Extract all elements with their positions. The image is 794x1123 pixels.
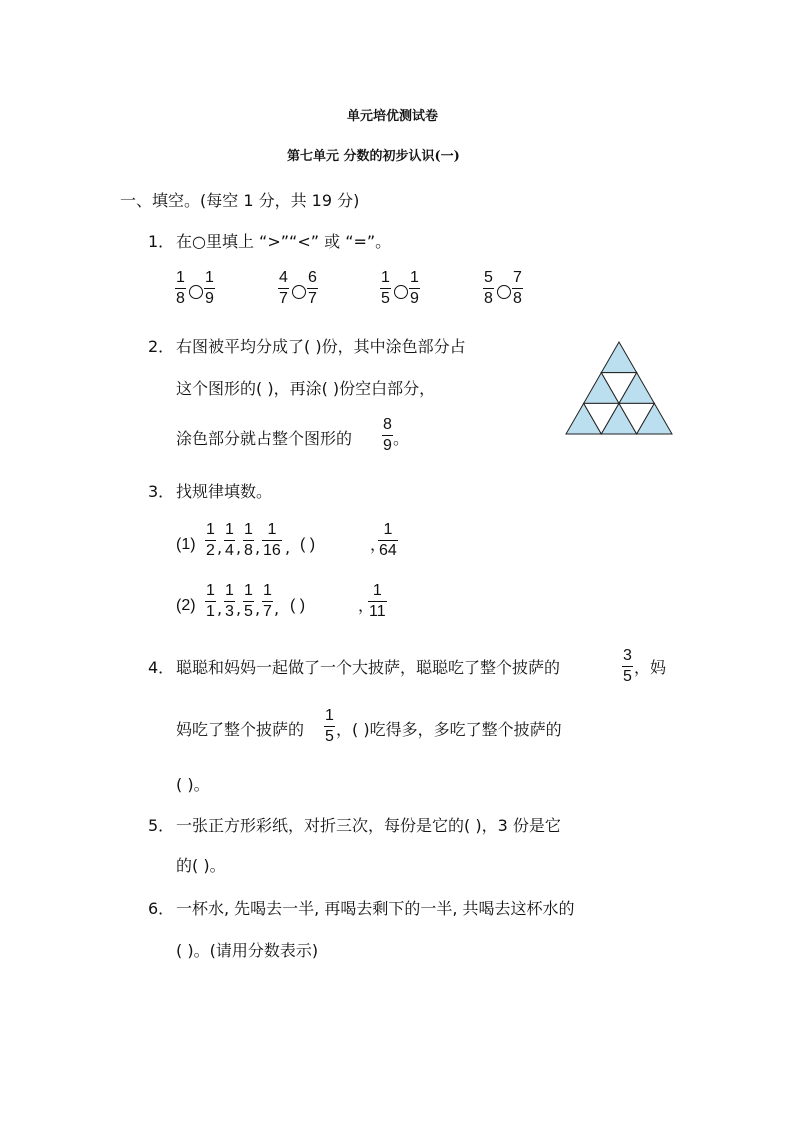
comma: ， bbox=[358, 596, 375, 615]
comma: , bbox=[274, 599, 280, 618]
q4-line2a: 妈吃了整个披萨的 bbox=[176, 720, 305, 739]
fraction: 1 11 bbox=[369, 582, 386, 620]
q6-line2: ( )。(请用分数表示) bbox=[176, 941, 319, 960]
fraction: 1 4 bbox=[225, 521, 234, 559]
q4-line1-end: ，妈 bbox=[634, 658, 667, 677]
answer-blank[interactable]: ( ) bbox=[290, 597, 306, 614]
fraction: 1 5 bbox=[244, 582, 253, 620]
compare-circle[interactable] bbox=[394, 285, 408, 299]
fraction: 1 1 bbox=[206, 582, 215, 620]
fraction: 1 7 bbox=[263, 582, 272, 620]
q6-line1: 一杯水, 先喝去一半, 再喝去剩下的一半, 共喝去这杯水的 bbox=[176, 899, 575, 918]
comma: , bbox=[217, 599, 223, 618]
q3-sub2-label: (2) bbox=[176, 597, 196, 614]
q2-line3: 涂色部分就占整个图形的 bbox=[176, 429, 353, 448]
q4-line3: ( )。 bbox=[176, 775, 210, 794]
fraction: 1 3 bbox=[225, 582, 234, 620]
section-heading: 一、填空。(每空 1 分，共 19 分) bbox=[120, 191, 360, 210]
q4-line2b: ，( )吃得多，多吃了整个披萨的 bbox=[336, 720, 562, 739]
comma: , bbox=[236, 599, 242, 618]
q2-number: 2． bbox=[148, 337, 175, 356]
comma: ， bbox=[370, 535, 387, 554]
q1-text: 在○里填上 “>”“<” 或 “=”。 bbox=[176, 232, 392, 251]
q5-number: 5． bbox=[148, 816, 175, 835]
fraction: 1 9 bbox=[410, 269, 419, 307]
q2-line2: 这个图形的( )，再涂( )份空白部分， bbox=[176, 379, 436, 398]
q5-line2: 的( )。 bbox=[176, 856, 226, 875]
fraction: 8 9 bbox=[383, 416, 392, 454]
q3-text: 找规律填数。 bbox=[176, 482, 273, 501]
q3-sub1-label: (1) bbox=[176, 536, 196, 553]
comma: , bbox=[285, 538, 291, 557]
answer-blank[interactable]: ( ) bbox=[300, 536, 316, 553]
q1-number: 1． bbox=[148, 232, 175, 251]
fraction: 1 9 bbox=[205, 269, 214, 307]
fraction: 3 5 bbox=[623, 647, 632, 685]
comma: , bbox=[255, 599, 261, 618]
fraction: 4 7 bbox=[279, 269, 288, 307]
compare-circle[interactable] bbox=[497, 285, 511, 299]
fraction: 6 7 bbox=[308, 269, 317, 307]
page-title: 单元培优测试卷 bbox=[347, 109, 439, 124]
comma: , bbox=[255, 538, 261, 557]
fraction: 7 8 bbox=[513, 269, 522, 307]
triangle-figure bbox=[564, 340, 674, 436]
q4-line1: 聪聪和妈妈一起做了一个大披萨，聪聪吃了整个披萨的 bbox=[176, 658, 561, 677]
q2-line3-end: 。 bbox=[393, 429, 410, 448]
fraction: 1 5 bbox=[381, 269, 390, 307]
fraction: 1 16 bbox=[263, 521, 281, 559]
fraction: 1 8 bbox=[176, 269, 185, 307]
q2-line1: 右图被平均分成了( )份，其中涂色部分占 bbox=[176, 337, 466, 356]
triangle-cell bbox=[601, 342, 636, 373]
compare-circle[interactable] bbox=[189, 285, 203, 299]
fraction: 1 5 bbox=[325, 707, 334, 745]
q4-number: 4． bbox=[148, 658, 175, 677]
fraction: 1 64 bbox=[379, 521, 397, 559]
comma: , bbox=[236, 538, 242, 557]
fraction: 1 2 bbox=[206, 521, 215, 559]
q5-line1: 一张正方形彩纸，对折三次，每份是它的( )，3 份是它 bbox=[176, 816, 561, 835]
q6-number: 6． bbox=[148, 899, 175, 918]
fraction: 5 8 bbox=[484, 269, 493, 307]
fraction: 1 8 bbox=[244, 521, 253, 559]
comma: , bbox=[217, 538, 223, 557]
compare-circle[interactable] bbox=[292, 285, 306, 299]
q3-number: 3． bbox=[148, 482, 175, 501]
page-subtitle: 第七单元 分数的初步认识(一) bbox=[287, 149, 460, 164]
